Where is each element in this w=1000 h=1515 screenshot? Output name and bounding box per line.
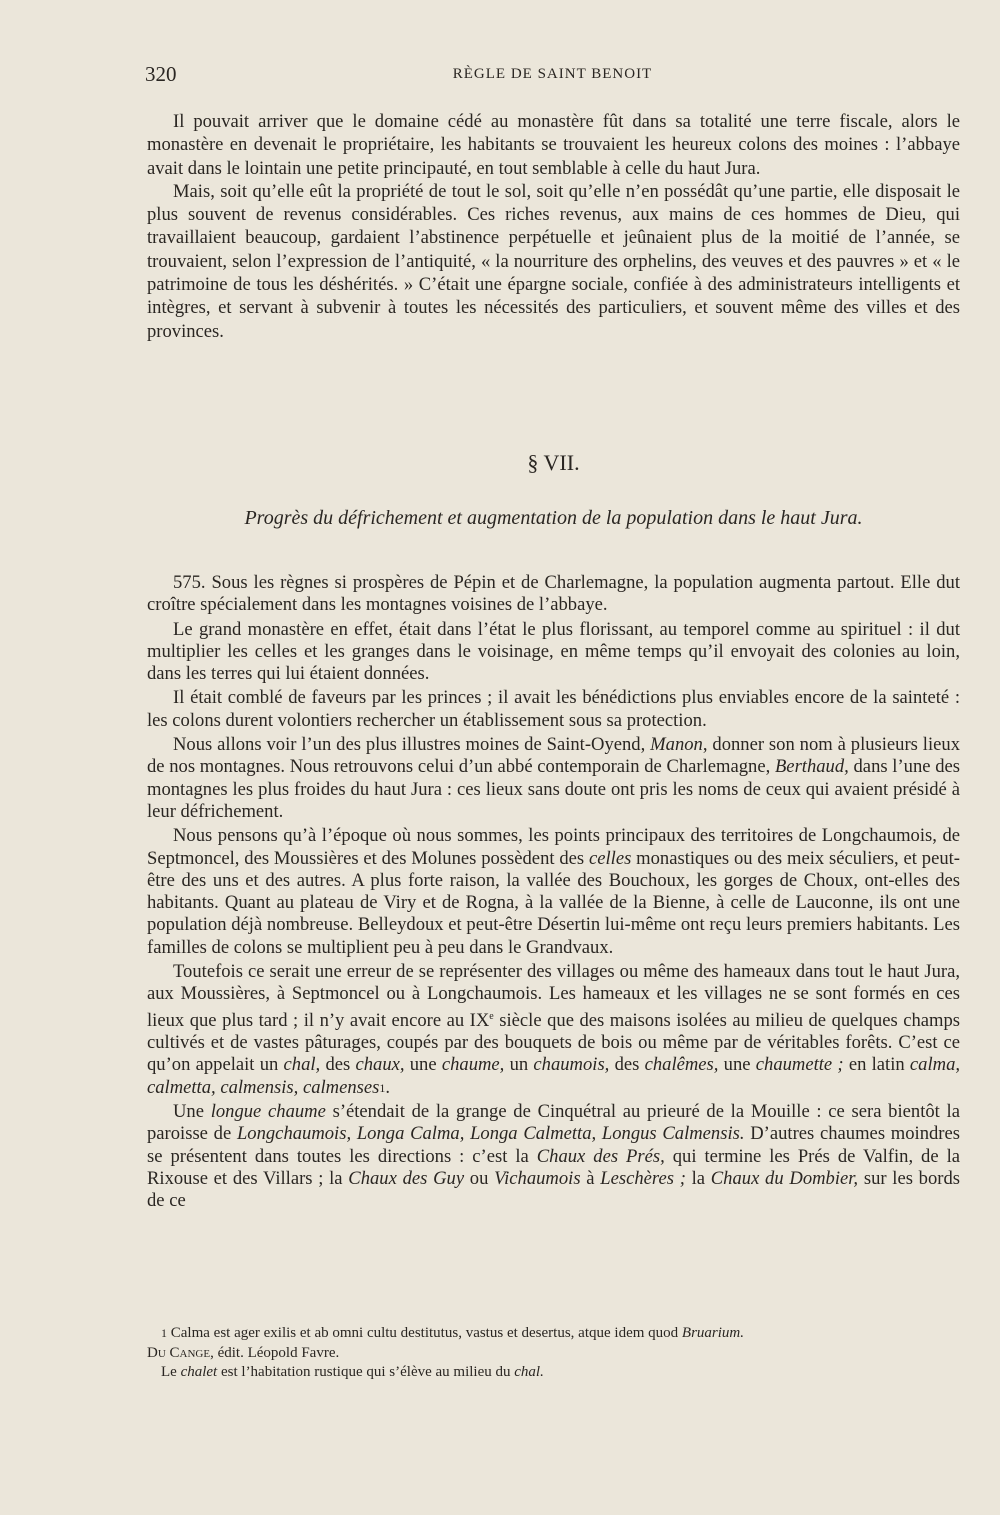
text: D’autres chaumes moindres se présentent dans toutes les directions : c’est la [147,1123,960,1167]
paragraph: 575. Sous les règnes si prospères de Pépin et de Charlemagne, la population augmenta partout. Elle dut croître spécialement dans les montagnes voisines de l’abbaye. [147,572,960,616]
text: une [718,1054,756,1076]
footnote-marker: 1 [379,1080,386,1095]
paragraph [147,734,960,823]
italic-name: Berthaud, [774,756,849,778]
text: siècle que des maisons isolées au milieu de quelques champs cultivés et de vastes pâturages, coupés par des bouquets de bois ou même par de véritables forêts. C’est ce qu’on appelait un [147,1009,960,1076]
italic-place: Leschères ; [600,1167,686,1189]
page-header [145,62,960,92]
footnote [147,1363,960,1383]
italic-term: chalet [180,1364,218,1380]
paragraph: Mais, soit qu’elle eût la propriété de tout le sol, soit qu’elle n’en possédât qu’une partie, elle disposait le plus souvent de revenus considérables. Ces riches revenus, aux mains de ces hommes de Dieu, qui travaillaient beaucoup, gardaient l’abstinence perpétuelle et jeûnaient plus de la moitié de l’année, se trouvaient, selon l’expression de l’antiquité, « la nourriture des orphelins, des veuves et des pauvres » et « le patrimoine de tous les déshérités. » C’était une épargne sociale, confiée à des administrateurs intelligents et intègres, et servant à subvenir à toutes les nécessités des particuliers, et souvent même des villes et des provinces. [147,180,960,342]
italic-latin: calma, calmetta, calmensis, calmenses [147,1054,961,1098]
italic-place: Chaux du Dombier, [710,1167,859,1189]
text: Une [173,1101,211,1123]
text: ou [464,1167,495,1189]
italic-name: Manon [650,734,703,756]
text: Nous pensons qu’à l’époque où nous sommes, les points principaux des territoires de Longchaumois, de Septmoncel, des Moussières et des Molunes possèdent des [147,825,960,869]
text: monastiques ou des meix séculiers, et peut-être des uns et des autres. A plus forte raison, la vallée des Bouchoux, les gorges de Choux, ont-elles des habitants. Quant au plateau de Viry et de Rogna, à la vallée de la Bienne, à celle de Lauconne, ils ont une population déjà nombreuse. Belleydoux et peut-être Désertin lui-même ont reçu leurs premiers habitants. Les familles de colons se multiplient peu à peu dans le Grandvaux. [147,847,960,958]
text: sur les bords de ce [147,1167,960,1212]
text: des [609,1054,645,1076]
paragraph [147,825,960,959]
paragraph [147,961,960,1099]
main-text [147,572,960,1215]
text: est l’habitation rustique qui s’élève au milieu du [217,1364,515,1380]
author-name: Du Cange [147,1344,211,1361]
text: à [580,1167,601,1189]
italic-term: chaumette ; [755,1054,844,1076]
italic-term: Bruarium. [681,1325,744,1341]
text: une [404,1054,442,1076]
text: qui termine les Prés de Valfin, de la Rixouse et des Villars ; la [147,1145,960,1189]
italic-place: Chaux des Prés, [536,1145,665,1167]
text: des [320,1054,356,1076]
text: s’étendait de la grange de Cinquétral au prieuré de la Mouille : ce sera bientôt la paroisse de [147,1101,960,1145]
italic-term: chal. [514,1364,544,1380]
footnote [147,1324,960,1363]
italic-place: Longchaumois, Longa Calma, Longa Calmetta, Longus Calmensis. [236,1123,745,1145]
text: Nous allons voir l’un des plus illustres moines de Saint-Oyend, [173,734,651,756]
text: un [504,1054,534,1076]
text: Toutefois ce serait une erreur de se représenter des villages ou même des hameaux dans tout le haut Jura, aux Moussières, à Septmoncel ou à Longchaumois. Les hameaux et les villages ne se sont formés en ces lieux que plus tard ; il n’y avait encore au IX [147,961,960,1031]
section-number: § VII. [527,450,580,475]
text: , donner son nom à plusieurs lieux de nos montagnes. Nous retrouvons celui d’un abbé contemporain de Charlemagne, [147,734,960,778]
text: , édit. Léopold Favre. [210,1344,340,1361]
italic-term: longue chaume [210,1101,326,1123]
intro-text [147,110,960,343]
paragraph: Il pouvait arriver que le domaine cédé au monastère fût dans sa totalité une terre fiscale, alors le monastère en devenait le propriétaire, les habitants se trouvaient les heureux colons des moines : l’abbaye avait dans le lointain une petite principauté, en tout semblable à celle du haut Jura. [147,111,960,179]
italic-place: Vichaumois [494,1167,581,1189]
text: Calma est ager exilis et ab omni cultu destitutus, vastus et desertus, atque idem quod [167,1325,682,1341]
text: dans l’une des montagnes les plus froides du haut Jura : ces lieux sans doute ont pris les noms de ceux qui avaient présidé à leur défrichement. [147,756,960,822]
text: en latin [843,1054,910,1076]
running-title: RÈGLE DE SAINT BENOIT [452,66,653,82]
footnotes [147,1324,960,1383]
italic-term: celles [588,847,632,869]
italic-term: chaume, [441,1054,505,1076]
page-number: 320 [145,62,177,86]
italic-term: chaux, [355,1054,405,1076]
superscript: e [489,1010,494,1022]
italic-term: chalêmes, [644,1054,719,1076]
italic-term: chaumois, [533,1054,610,1076]
text: Le [161,1364,181,1380]
paragraph: Le grand monastère en effet, était dans l’état le plus florissant, au temporel comme au spirituel : il dut multiplier les celles et les granges dans le voisinage, en même temps qu’il envoyait des colonies au loin, dans les terres qui lui étaient données. [147,618,960,685]
footnote-number: 1 [161,1326,167,1340]
italic-place: Chaux des Guy [348,1167,465,1189]
text: la [685,1167,711,1189]
text: . [385,1076,391,1098]
paragraph [147,1101,960,1212]
section-heading: Progrès du défrichement et augmentation de la population dans le haut Jura. [244,507,863,529]
paragraph: Il était comblé de faveurs par les princes ; il avait les bénédictions plus enviables encore de la sainteté : les colons durent volontiers rechercher un établissement sous sa protection. [147,687,960,731]
italic-term: chal, [283,1054,321,1076]
